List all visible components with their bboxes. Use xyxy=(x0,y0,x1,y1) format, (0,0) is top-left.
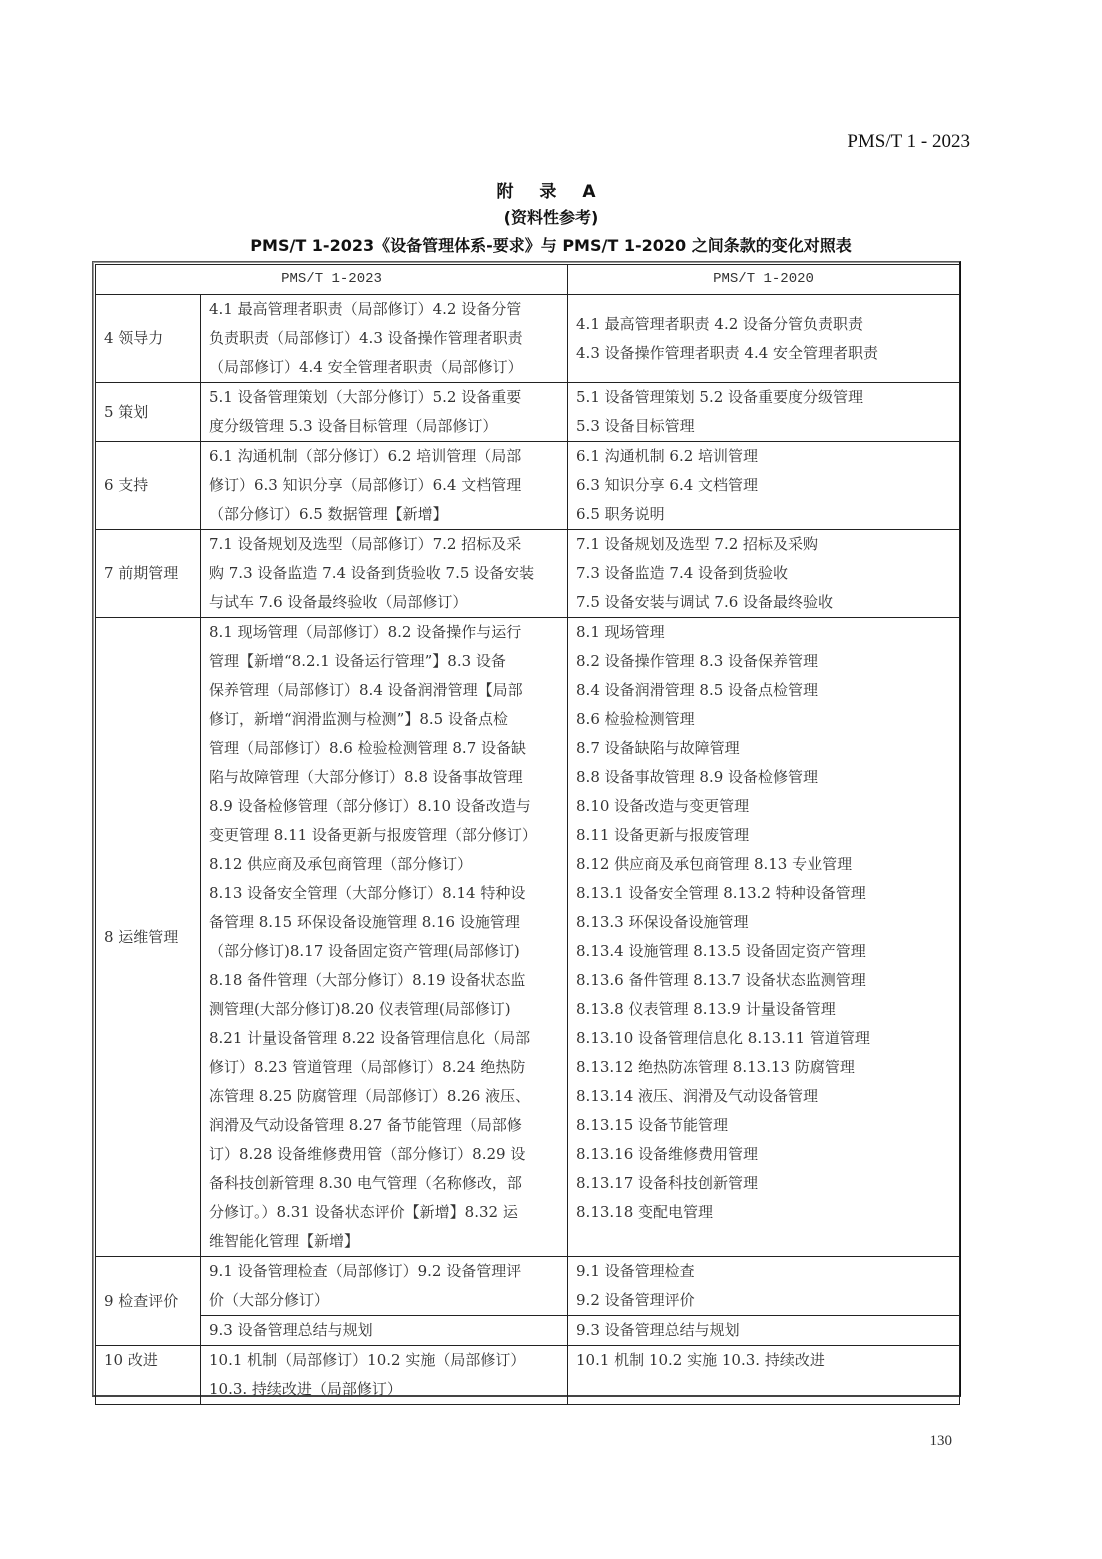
clause-line: 8.9 设备检修管理（部分修订）8.10 设备改造与 xyxy=(209,797,531,815)
clause-line: 8.12 供应商及承包商管理 8.13 专业管理 xyxy=(576,855,853,873)
new-clauses-cell xyxy=(201,295,568,383)
clause-line: 8.7 设备缺陷与故障管理 xyxy=(576,739,740,757)
clause-line: 修订）8.23 管道管理（局部修订）8.24 绝热防 xyxy=(209,1058,526,1076)
clause-line: 8.13.3 环保设备设施管理 xyxy=(576,913,749,931)
old-clauses-cell xyxy=(568,1257,960,1316)
clause-line: （部分修订）6.5 数据管理【新增】 xyxy=(209,505,448,523)
document-code: PMS/T 1 - 2023 xyxy=(847,131,970,152)
clause-line: 8.4 设备润滑管理 8.5 设备点检管理 xyxy=(576,681,819,699)
comparison-table xyxy=(95,264,960,1405)
appendix-note: (资料性参考) xyxy=(503,208,599,227)
row-category: 4 领导力 xyxy=(96,295,201,383)
new-clauses-cell xyxy=(201,383,568,442)
clause-line: 8.6 检验检测管理 xyxy=(576,710,695,728)
clause-line: 8.13.18 变配电管理 xyxy=(576,1203,714,1221)
old-clauses-cell xyxy=(568,1316,960,1346)
clause-line: 8.13.10 设备管理信息化 8.13.11 管道管理 xyxy=(576,1029,870,1047)
clause-line: 修订）6.3 知识分享（局部修订）6.4 文档管理 xyxy=(209,476,522,494)
clause-line: 8.21 计量设备管理 8.22 设备管理信息化（局部 xyxy=(209,1029,531,1047)
clause-line: 9.2 设备管理评价 xyxy=(576,1291,695,1309)
clause-line: 8.11 设备更新与报废管理 xyxy=(576,826,750,844)
clause-line: 10.1 机制 10.2 实施 10.3. 持续改进 xyxy=(576,1351,825,1369)
clause-line: 分修订。）8.31 设备状态评价【新增】8.32 运 xyxy=(209,1203,518,1221)
clause-line: 8.13.8 仪表管理 8.13.9 计量设备管理 xyxy=(576,1000,836,1018)
clause-line: 备科技创新管理 8.30 电气管理（名称修改，部 xyxy=(209,1174,522,1192)
clause-line: 5.1 设备管理策划 5.2 设备重要度分级管理 xyxy=(576,388,864,406)
new-clauses-cell xyxy=(201,442,568,530)
row-category: 10 改进 xyxy=(96,1346,201,1405)
clause-line: 9.1 设备管理检查（局部修订）9.2 设备管理评 xyxy=(209,1262,522,1280)
new-clauses-cell xyxy=(201,618,568,1257)
new-clauses-cell xyxy=(201,1346,568,1405)
clause-line: 6.3 知识分享 6.4 文档管理 xyxy=(576,476,759,494)
clause-line: 负责职责（局部修订）4.3 设备操作管理者职责 xyxy=(209,329,523,347)
clause-line: 8.13.14 液压、润滑及气动设备管理 xyxy=(576,1087,819,1105)
clause-line: 冻管理 8.25 防腐管理（局部修订）8.26 液压、 xyxy=(209,1087,531,1105)
clause-line: 8.10 设备改造与变更管理 xyxy=(576,797,750,815)
row-category: 5 策划 xyxy=(96,383,201,442)
clause-line: 订）8.28 设备维修费用管（部分修订）8.29 设 xyxy=(209,1145,526,1163)
clause-line: 4.1 最高管理者职责 4.2 设备分管负责职责 xyxy=(576,314,864,333)
table-row xyxy=(96,1257,960,1316)
table-row xyxy=(96,383,960,442)
clause-line: 8.2 设备操作管理 8.3 设备保养管理 xyxy=(576,652,819,670)
old-clauses-cell xyxy=(568,442,960,530)
old-clauses-cell xyxy=(568,618,960,1257)
row-category: 7 前期管理 xyxy=(96,530,201,618)
table-row xyxy=(96,442,960,530)
page-number: 130 xyxy=(929,1433,952,1449)
clause-line: 10.3. 持续改进（局部修订） xyxy=(209,1380,402,1398)
clause-line: 测管理(大部分修订)8.20 仪表管理(局部修订) xyxy=(209,1000,511,1018)
clause-line: 保养管理（局部修订）8.4 设备润滑管理【局部 xyxy=(209,681,523,699)
clause-line: 8.13.12 绝热防冻管理 8.13.13 防腐管理 xyxy=(576,1058,855,1076)
clause-line: 陷与故障管理（大部分修订）8.8 设备事故管理 xyxy=(209,768,523,786)
clause-line: 管理【新增“8.2.1 设备运行管理”】8.3 设备 xyxy=(209,652,506,670)
old-clauses-cell xyxy=(568,1346,960,1405)
column-header-2023: PMS/T 1-2023 xyxy=(96,265,568,295)
clause-line: 8.13.1 设备安全管理 8.13.2 特种设备管理 xyxy=(576,884,866,902)
table-row xyxy=(96,618,960,1257)
clause-line: 8.13.16 设备维修费用管理 xyxy=(576,1145,759,1163)
clause-line: 8.13.6 备件管理 8.13.7 设备状态监测管理 xyxy=(576,971,866,989)
clause-line: （局部修订）4.4 安全管理者职责（局部修订） xyxy=(209,358,523,376)
clause-line: 7.5 设备安装与调试 7.6 设备最终验收 xyxy=(576,593,834,611)
clause-line: 10.1 机制（局部修订）10.2 实施（局部修订） xyxy=(209,1351,526,1369)
clause-line: 8.12 供应商及承包商管理（部分修订） xyxy=(209,855,473,873)
clause-line: 7.1 设备规划及选型（局部修订）7.2 招标及采 xyxy=(209,535,522,553)
clause-line: 8.18 备件管理（大部分修订）8.19 设备状态监 xyxy=(209,971,526,989)
row-category: 8 运维管理 xyxy=(96,618,201,1257)
clause-line: 8.13.15 设备节能管理 xyxy=(576,1116,729,1134)
clause-line: 8.8 设备事故管理 8.9 设备检修管理 xyxy=(576,768,819,786)
clause-line: （部分修订)8.17 设备固定资产管理(局部修订) xyxy=(209,942,520,960)
clause-line: 润滑及气动设备管理 8.27 备节能管理（局部修 xyxy=(209,1116,522,1134)
old-clauses-cell xyxy=(568,530,960,618)
clause-line: 备管理 8.15 环保设备设施管理 8.16 设施管理 xyxy=(209,913,520,931)
new-clauses-cell xyxy=(201,1316,568,1346)
clause-line: 8.13 设备安全管理（大部分修订）8.14 特种设 xyxy=(209,884,526,902)
clause-line: 8.1 现场管理（局部修订）8.2 设备操作与运行 xyxy=(209,623,522,641)
clause-line: 管理（局部修订）8.6 检验检测管理 8.7 设备缺 xyxy=(209,739,527,757)
clause-line: 4.3 设备操作管理者职责 4.4 安全管理者职责 xyxy=(576,343,879,362)
clause-line: 修订，新增“润滑监测与检测”】8.5 设备点检 xyxy=(209,710,508,728)
table-caption: PMS/T 1-2023《设备管理体系-要求》与 PMS/T 1-2020 之间条款的变化对照表 xyxy=(250,236,852,255)
clause-line: 8.13.4 设施管理 8.13.5 设备固定资产管理 xyxy=(576,942,866,960)
comparison-table-frame xyxy=(92,261,961,1397)
clause-line: 价（大部分修订） xyxy=(209,1291,330,1309)
old-clauses-cell xyxy=(568,383,960,442)
clause-line: 8.13.17 设备科技创新管理 xyxy=(576,1174,759,1192)
table-header-row xyxy=(96,265,960,295)
clause-line: 4.1 最高管理者职责（局部修订）4.2 设备分管 xyxy=(209,300,522,318)
clause-line: 9.1 设备管理检查 xyxy=(576,1262,695,1280)
table-row xyxy=(96,1346,960,1405)
clause-line: 变更管理 8.11 设备更新与报废管理（部分修订） xyxy=(209,826,537,844)
clause-line: 7.3 设备监造 7.4 设备到货验收 xyxy=(576,564,789,582)
clause-line: 6.1 沟通机制（部分修订）6.2 培训管理（局部 xyxy=(209,447,522,465)
row-category: 9 检查评价 xyxy=(96,1257,201,1346)
clause-line: 购 7.3 设备监造 7.4 设备到货验收 7.5 设备安装 xyxy=(209,564,535,582)
new-clauses-cell xyxy=(201,1257,568,1316)
clause-line: 9.3 设备管理总结与规划 xyxy=(209,1321,373,1339)
clause-line: 维智能化管理【新增】 xyxy=(209,1232,360,1250)
clause-line: 5.1 设备管理策划（大部分修订）5.2 设备重要 xyxy=(209,388,522,406)
appendix-title: 附 录 A xyxy=(496,182,606,202)
clause-line: 9.3 设备管理总结与规划 xyxy=(576,1321,740,1339)
clause-line: 8.1 现场管理 xyxy=(576,623,665,641)
row-category: 6 支持 xyxy=(96,442,201,530)
clause-line: 7.1 设备规划及选型 7.2 招标及采购 xyxy=(576,535,819,553)
clause-line: 度分级管理 5.3 设备目标管理（局部修订） xyxy=(209,417,498,435)
clause-line: 6.5 职务说明 xyxy=(576,505,665,523)
clause-line: 5.3 设备目标管理 xyxy=(576,417,695,435)
table-row xyxy=(96,530,960,618)
table-row xyxy=(96,295,960,383)
new-clauses-cell xyxy=(201,530,568,618)
old-clauses-cell xyxy=(568,295,960,383)
column-header-2020: PMS/T 1-2020 xyxy=(568,265,960,295)
clause-line: 6.1 沟通机制 6.2 培训管理 xyxy=(576,447,759,465)
clause-line: 与试车 7.6 设备最终验收（局部修订） xyxy=(209,593,468,611)
table-row xyxy=(96,1316,960,1346)
